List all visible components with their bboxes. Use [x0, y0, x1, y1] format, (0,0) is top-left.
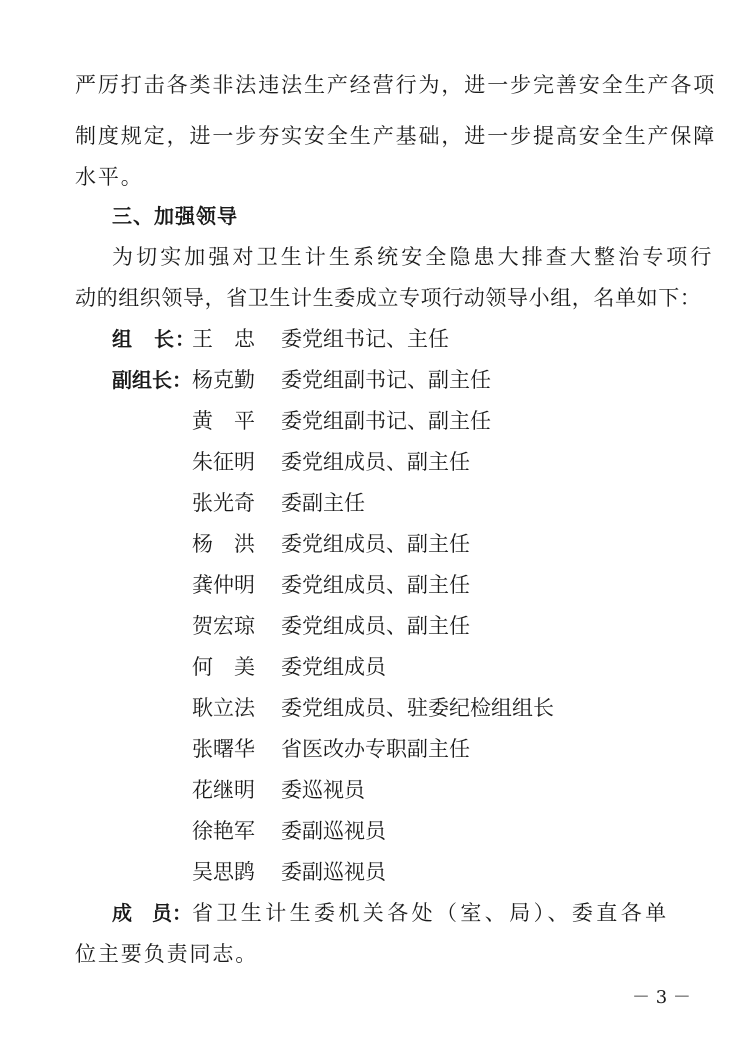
- deputy-name: 何 美: [192, 655, 255, 679]
- paragraph-line-2: 制度规定，进一步夯实安全生产基础，进一步提高安全生产保障: [75, 124, 717, 148]
- deputy-name: 朱征明: [192, 450, 255, 474]
- page-number: － 3 －: [632, 987, 691, 1008]
- deputy-role: 委副主任: [281, 491, 365, 515]
- deputy-role: 省医改办专职副主任: [281, 737, 470, 761]
- paragraph-line-1: 严厉打击各类非法违法生产经营行为，进一步完善安全生产各项: [75, 73, 717, 97]
- deputy-role: 委党组成员、副主任: [281, 573, 470, 597]
- deputy-name: 花继明: [192, 778, 255, 802]
- deputy-name: 杨克勤: [192, 368, 255, 392]
- deputy-name: 杨 洪: [192, 532, 255, 556]
- deputy-role: 委巡视员: [281, 778, 365, 802]
- intro-line-1: 为切实加强对卫生计生系统安全隐患大排查大整治专项行: [112, 245, 715, 269]
- deputy-role: 委党组成员、副主任: [281, 450, 470, 474]
- deputy-name: 龚仲明: [192, 573, 255, 597]
- deputy-role: 委党组副书记、副主任: [281, 368, 491, 392]
- paragraph-line-3: 水平。: [75, 165, 144, 189]
- deputy-label: 副组长：: [112, 368, 192, 392]
- leader-label: 组 长：: [112, 327, 196, 351]
- deputy-role: 委党组成员: [281, 655, 386, 679]
- leader-role: 委党组书记、主任: [281, 327, 449, 351]
- deputy-name: 黄 平: [192, 409, 255, 433]
- deputy-name: 张曙华: [192, 737, 255, 761]
- intro-line-2: 动的组织领导，省卫生计生委成立专项行动领导小组，名单如下：: [75, 286, 702, 310]
- deputy-role: 委党组成员、驻委纪检组组长: [281, 696, 554, 720]
- deputy-name: 耿立法: [192, 696, 255, 720]
- deputy-role: 委党组副书记、副主任: [281, 409, 491, 433]
- section-heading: 三、加强领导: [112, 204, 238, 228]
- members-text-line-2: 位主要负责同志。: [75, 942, 259, 966]
- members-label: 成 员：: [112, 901, 192, 925]
- deputy-role: 委副巡视员: [281, 819, 386, 843]
- members-text-line-1: 省卫生计生委机关各处（室、局）、委直各单: [192, 901, 670, 925]
- deputy-name: 吴思鹍: [192, 860, 255, 884]
- deputy-role: 委党组成员、副主任: [281, 532, 470, 556]
- leader-name: 王 忠: [192, 327, 255, 351]
- deputy-name: 贺宏琼: [192, 614, 255, 638]
- deputy-name: 张光奇: [192, 491, 255, 515]
- deputy-role: 委副巡视员: [281, 860, 386, 884]
- deputy-name: 徐艳军: [192, 819, 255, 843]
- deputy-role: 委党组成员、副主任: [281, 614, 470, 638]
